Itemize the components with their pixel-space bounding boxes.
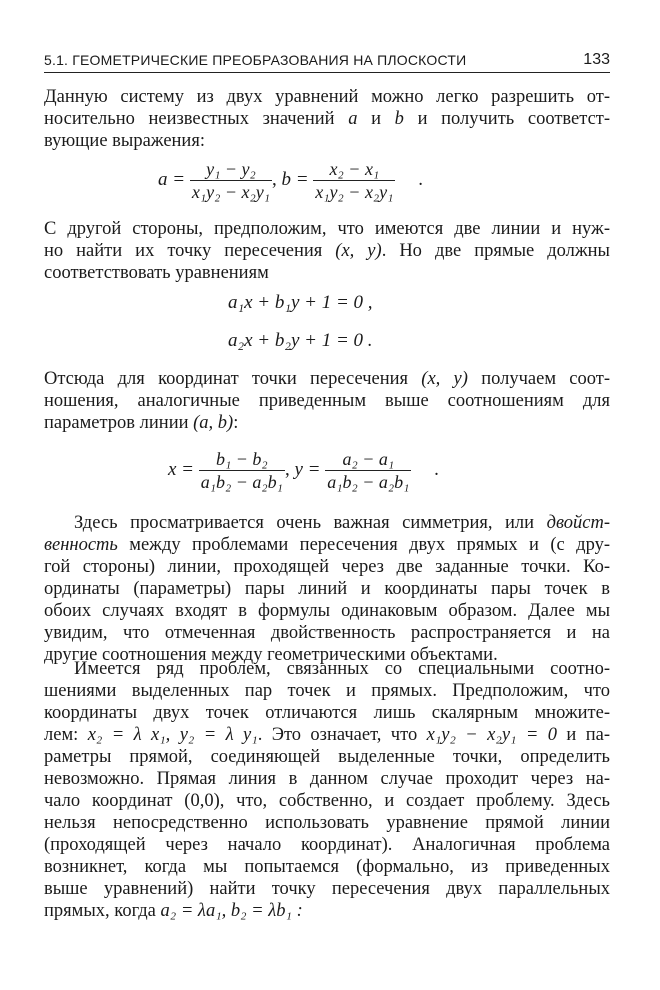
fraction-x: $\frac{\text{b₁ − b₂}}{\text{a₁b₂ − a₂b₁}}$ xyxy=(200,449,283,492)
text-line: увидим, что отмеченная двойственность распространяется и на xyxy=(44,623,610,643)
paragraph-2 xyxy=(44,218,610,284)
text-line: раметры прямой, соединяющей выделенные точки, определить xyxy=(44,747,610,767)
text-line: Отсюда для координат точки пересечения (x, y) получаем соот- xyxy=(44,369,610,389)
text-line: но найти их точку пересечения (x, y). Но две прямые должны xyxy=(44,241,610,261)
fraction-b: $\frac{\text{x₂ − x₁}}{\text{x₁y₂ − x₂y₁}}$ xyxy=(315,159,394,202)
text-line: С другой стороны, предположим, что имеются две линии и нуж- xyxy=(44,219,610,239)
text-line: Имеется ряд проблем, связанных со специальными соотно- xyxy=(74,659,610,679)
text-line: другие соотношения между геометрическими объектами. xyxy=(44,645,498,665)
fraction-y: $\frac{\text{a₂ − a₁}}{\text{a₁b₂ − a₂b₁}}$ xyxy=(327,449,410,492)
text-line: ординаты (параметры) пары линий и координаты пары точек в xyxy=(44,579,610,599)
text-line: Данную систему из двух уравнений можно легко разрешить от- xyxy=(44,87,610,107)
paragraph-3 xyxy=(44,368,610,434)
text-line: лем: x₂ = λ x₁, y₂ = λ y₁. Это означает, что x₁y₂ − x₂y₁ = 0 и па- xyxy=(44,725,610,745)
text-line: выше уравнений) найти точку пересечения двух параллельных xyxy=(44,879,610,899)
text-line: чало координат (0,0), что, собственно, и создает проблему. Здесь xyxy=(44,791,610,811)
fraction-a: $\frac{\text{y₁ − y₂}}{\text{x₁y₂ − x₂y₁}}$ xyxy=(191,159,270,202)
text-line: невозможно. Прямая линия в данном случае проходит через на- xyxy=(44,769,610,789)
text-line: гой стороны) линии, проходящей через две заданные точки. Ко- xyxy=(44,557,610,577)
text-line: соответствовать уравнениям xyxy=(44,263,269,283)
paragraph-5 xyxy=(44,658,610,922)
text-line: возникнет, когда мы попытаемся (формально, из приведенных xyxy=(44,857,610,877)
text-line: вующие выражения: xyxy=(44,131,205,151)
equation-line-1: a₁x + b₁y + 1 = 0 , xyxy=(228,292,373,313)
section-title: 5.1. ГЕОМЕТРИЧЕСКИЕ ПРЕОБРАЗОВАНИЯ НА ПЛОСКОСТИ xyxy=(44,52,467,68)
text-line: координаты двух точек отличаются лишь скалярным множите- xyxy=(44,703,610,723)
text-line: параметров линии (a, b): xyxy=(44,413,239,433)
text-line: (проходящей через начало координат). Аналогичная проблема xyxy=(44,835,610,855)
equation-line-2: a₂x + b₂y + 1 = 0 . xyxy=(228,330,373,351)
formula-xy: x = $\frac{\text{b₁ − b₂}}{\text{a₁b₂ − a₂b₁}}$ , y = $\frac{\text{a₂ − a₁}}{\text{a₁b₂ − a₂b₁}}$ . xyxy=(168,449,439,492)
text-line: шениями выделенных пар точек и прямых. Предположим, что xyxy=(44,681,610,701)
formula-ab: a = $\frac{\text{y₁ − y₂}}{\text{x₁y₂ − x₂y₁}}$ , b = $\frac{\text{x₂ − x₁}}{\text{x₁y₂ − x₂y₁}}$ . xyxy=(158,159,423,202)
running-header xyxy=(44,50,610,73)
paragraph-4 xyxy=(44,512,610,666)
paragraph-1 xyxy=(44,86,610,152)
text-line: венность между проблемами пересечения двух прямых и (с дру- xyxy=(44,535,610,555)
text-line: носительно неизвестных значений a и b и получить соответст- xyxy=(44,109,611,129)
page-number: 133 xyxy=(583,51,610,68)
text-line: Здесь просматривается очень важная симметрия, или двойст- xyxy=(74,513,610,533)
text-line: обоих случаях входят в формулы одинаковым образом. Далее мы xyxy=(44,601,610,621)
text-line: прямых, когда a₂ = λa₁, b₂ = λb₁ : xyxy=(44,901,303,921)
text-line: нельзя непосредственно использовать уравнение прямой линии xyxy=(44,813,610,833)
text-line: ношения, аналогичные приведенным выше соотношениям для xyxy=(44,391,610,411)
